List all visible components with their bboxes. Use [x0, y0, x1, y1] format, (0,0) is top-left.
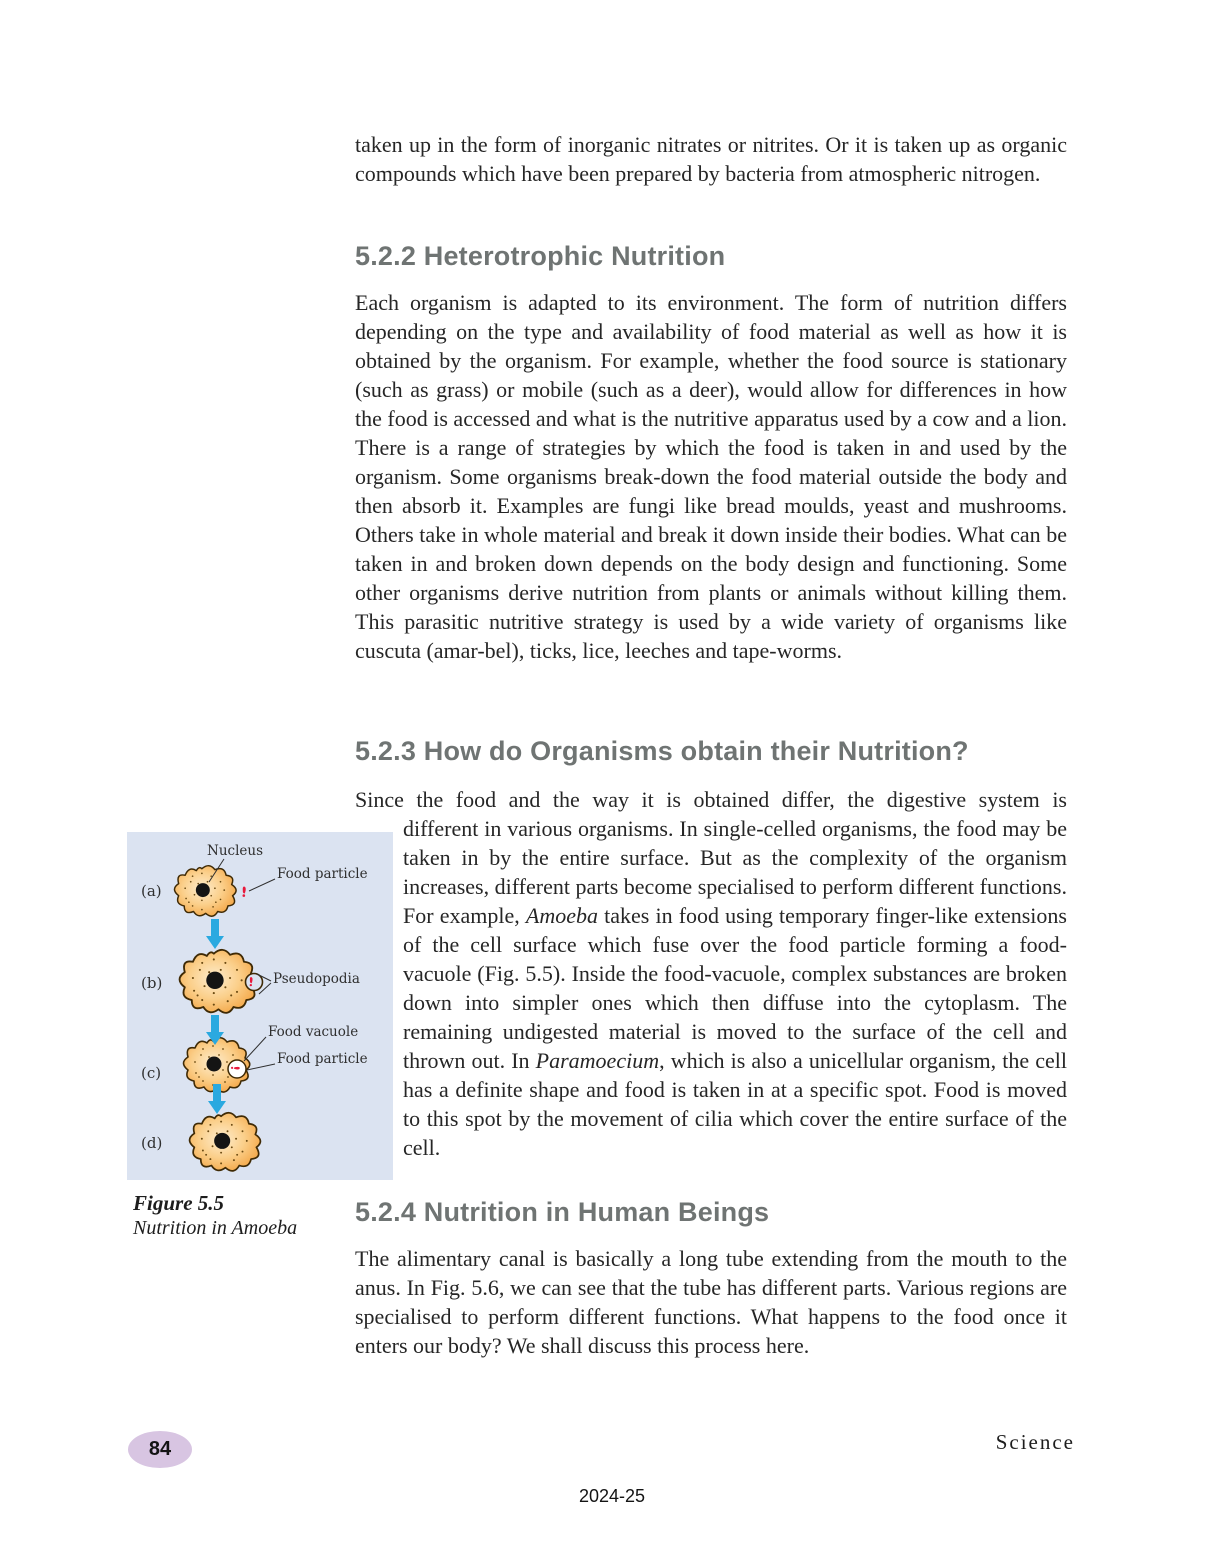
figure-amoeba-diagram [127, 832, 393, 1180]
section-body-5-2-3: different in various organisms. In single-celled organisms, the food may be taken in by the entire surface. But as the complexity of the organism increases, different parts become specialised to perform different functions. For example, Amoeba takes in food using temporary finger-like extensions of the cell surface which fuse over the food particle forming a food-vacuole (Fig. 5.5). Inside the food-vacuole, complex substances are broken down into simpler ones which then diffuse into the cytoplasm. The remaining undigested material is moved to the surface of the cell and thrown out. In Paramoecium, which is also a unicellular organism, the cell has a definite shape and food is taken in at a specific spot. Food is moved to this spot by the movement of cilia which cover the entire surface of the cell. [403, 816, 1067, 1160]
intro-paragraph: taken up in the form of inorganic nitrates or nitrites. Or it is taken up as organic compounds which have been prepared by bacteria from atmospheric nitrogen. [355, 132, 1067, 186]
label-food-particle-a: Food particle [277, 866, 368, 882]
section-heading-5-2-3: 5.2.3 How do Organisms obtain their Nutrition? [355, 736, 969, 766]
figure-caption-text: Nutrition in Amoeba [133, 1217, 298, 1239]
food-particle-c-leader-line [247, 1064, 275, 1070]
label-row-b: (b) [141, 974, 163, 992]
section-body-5-2-4: The alimentary canal is basically a long tube extending from the mouth to the anus. In Fig. 5.6, we can see that the tube has different parts. Various regions are specialised to perform different functions. What happens to the food once it enters our body? We shall discuss this process here. [355, 1246, 1067, 1358]
book-title: Science [995, 1430, 1075, 1454]
pseudopodia-cup [246, 974, 263, 991]
section-heading-5-2-2: 5.2.2 Heterotrophic Nutrition [355, 241, 726, 271]
amoeba-stage-a [174, 866, 236, 917]
food-particle-a-leader-line [249, 879, 275, 891]
food-vacuole-leader-line [244, 1037, 266, 1061]
label-food-vacuole: Food vacuole [268, 1024, 359, 1040]
food-particle-a-shape [243, 887, 246, 897]
label-row-c: (c) [141, 1064, 162, 1082]
page-number-badge: 84 [128, 1431, 192, 1468]
section-body-5-2-2: Each organism is adapted to its environment. The form of nutrition differs depending on the type and availability of food material as well as how it is obtained by the organism. For example, whether the food source is stationary (such as grass) or mobile (such as a deer), would allow for differences in how the food is accessed and what is the nutritive apparatus used by a cow and a lion. There is a range of strategies by which the food is taken in and used by the organism. Some organisms break-down the food material outside the body and then absorb it. Examples are fungi like bread moulds, yeast and mushrooms. Others take in whole material and break it down inside their bodies. What can be taken in and broken down depends on the body design and functioning. Some other organisms derive nutrition from plants or animals without killing them. This parasitic nutritive strategy is used by a wide variety of organisms like cuscuta (amar-bel), ticks, lice, leeches and tape-worms. [355, 290, 1067, 663]
edition-year: 2024-25 [578, 1486, 646, 1506]
label-food-particle-c: Food particle [277, 1051, 368, 1067]
label-row-d: (d) [141, 1134, 163, 1152]
label-row-a: (a) [141, 882, 162, 900]
figure-caption-title: Figure 5.5 [133, 1191, 225, 1215]
amoeba-stages-illustration [127, 832, 393, 1180]
section-heading-5-2-4: 5.2.4 Nutrition in Human Beings [355, 1197, 770, 1227]
label-pseudopodia: Pseudopodia [273, 971, 360, 987]
amoeba-stage-d [190, 1113, 261, 1171]
section-body-5-2-3-lead: Since the food and the way it is obtained differ, the digestive system is [355, 787, 1067, 812]
label-nucleus: Nucleus [207, 843, 263, 859]
down-arrow-icon [206, 919, 224, 949]
